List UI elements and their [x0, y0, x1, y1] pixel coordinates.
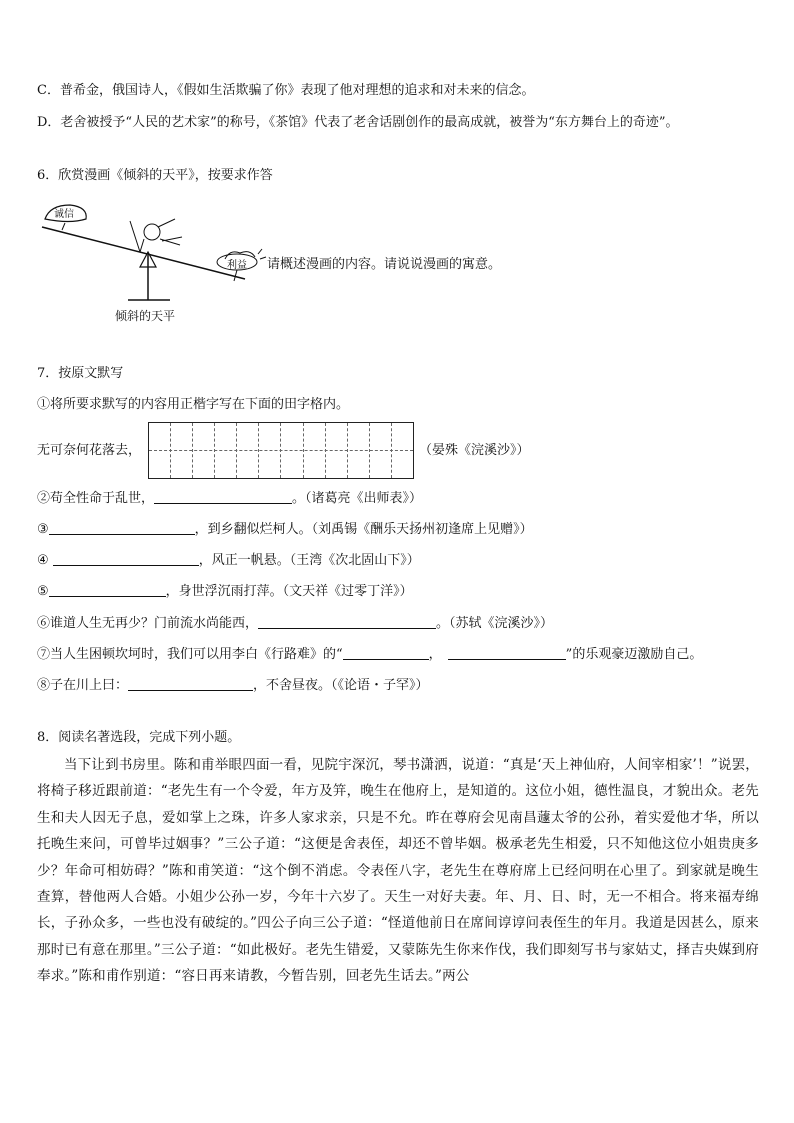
dictation-line-2 — [37, 490, 422, 507]
line-7-suffix: ”的乐观豪迈激励自己。 — [565, 647, 703, 662]
dictation-line-1-prefix: 无可奈何花落去， — [37, 443, 142, 458]
question-6-title: 6．欣赏漫画《倾斜的天平》，按要求作答 — [37, 168, 273, 183]
line-4-prefix: ④ — [37, 553, 53, 568]
line-6-source: 。（苏轼《浣溪沙》） — [436, 616, 554, 631]
dictation-line-3 — [37, 521, 533, 538]
answer-blank-6[interactable] — [258, 615, 436, 629]
answer-blank-7a[interactable] — [343, 646, 429, 660]
dictation-line-1-source: （晏殊《浣溪沙》） — [419, 443, 530, 458]
cartoon-caption: 倾斜的天平 — [115, 309, 176, 323]
line-3-prefix: ③ — [37, 522, 49, 537]
dictation-line-8 — [37, 677, 429, 694]
tianzige-grid[interactable] — [148, 422, 414, 479]
answer-blank-7b[interactable] — [448, 646, 566, 660]
question-8-title: 8．阅读名著选段，完成下列小题。 — [37, 730, 241, 745]
dictation-line-7 — [37, 646, 702, 663]
cartoon-label-right: 利益 — [227, 260, 247, 271]
line-5-prefix: ⑤ — [37, 584, 49, 599]
question-6-prompt: 请概述漫画的内容。请说说漫画的寓意。 — [267, 257, 502, 272]
question-7-instruction: ①将所要求默写的内容用正楷字写在下面的田字格内。 — [37, 397, 350, 412]
line-4-source: ，风正一帆悬。（王湾《次北固山下》） — [198, 553, 420, 568]
option-d: D．老舍被授予“人民的艺术家”的称号，《茶馆》代表了老舍话剧创作的最高成就，被誉为“东方舞台上的奇迹”。 — [37, 115, 679, 130]
novel-excerpt — [37, 752, 759, 990]
answer-blank-3[interactable] — [49, 521, 195, 535]
line-2-source: 。（诸葛亮《出师表》） — [292, 491, 423, 506]
line-8-source: ，不舍昼夜。（《论语・子罕》） — [253, 678, 429, 693]
question-7-title: 7．按原文默写 — [37, 366, 124, 381]
cartoon-label-left: 诚信 — [54, 209, 74, 220]
line-8-prefix: ⑧子在川上曰： — [37, 678, 129, 693]
answer-blank-5[interactable] — [49, 583, 166, 597]
answer-blank-8[interactable] — [128, 677, 253, 691]
answer-blank-4[interactable] — [53, 552, 199, 566]
line-7-comma: ， — [428, 647, 442, 662]
dictation-line-4 — [37, 552, 420, 569]
option-c: C．普希金，俄国诗人，《假如生活欺骗了你》表现了他对理想的追求和对未来的信念。 — [37, 83, 535, 98]
tilted-scale-cartoon — [40, 197, 270, 327]
line-5-source: ，身世浮沉雨打萍。（文天祥《过零丁洋》） — [165, 584, 413, 599]
excerpt-paragraph: 当下让到书房里。陈和甫举眼四面一看，见院宇深沉，琴书潇洒，说道：“真是‘天上神仙府，人间宰相家’！”说罢，将椅子移近跟前道：“老先生有一个令爱，年方及笄，晚生在他府上，是知道的。这位小姐，德性温良，才貌出众。老先生和夫人因无子息，爱如掌上之珠，许多人家求亲，只是不允。昨在尊府会见南昌蘧太爷的公孙，着实爱他才华，所以托晚生来问，可曾毕过姻事？”三公子道：“这便是舍表侄，却还不曾毕姻。极承老先生相爱，只不知他这位小姐贵庚多少？年命可相妨碍？”陈和甫笑道：“这个倒不消虑。令表侄八字，老先生在尊府席上已经问明在心里了。到家就是晚生查算，替他两人合婚。小姐少公孙一岁，今年十六岁了。天生一对好夫妻。年、月、日、时，无一不相合。将来福寿绵长，子孙众多，一些也没有破绽的。”四公子向三公子道：“怪道他前日在席间谆谆问表侄生的年月。我道是因甚么，原来那时已有意在那里。”三公子道：“如此极好。老先生错爱，又蒙陈先生你来作伐，我们即刻写书与家姑丈，择吉央媒到府奉求。”陈和甫作别道：“容日再来请教，今暂告别，回老先生话去。”两公 — [37, 757, 759, 985]
line-3-source: ，到乡翻似烂柯人。（刘禹锡《酬乐天扬州初逢席上见赠》） — [194, 522, 533, 537]
dictation-line-5 — [37, 583, 413, 600]
answer-blank-2[interactable] — [154, 490, 292, 504]
line-2-prefix: ②苟全性命于乱世， — [37, 491, 155, 506]
line-6-prefix: ⑥谁道人生无再少？门前流水尚能西， — [37, 616, 259, 631]
dictation-line-6 — [37, 615, 553, 632]
line-7-prefix: ⑦当人生困顿坎坷时，我们可以用李白《行路难》的“ — [37, 647, 343, 662]
